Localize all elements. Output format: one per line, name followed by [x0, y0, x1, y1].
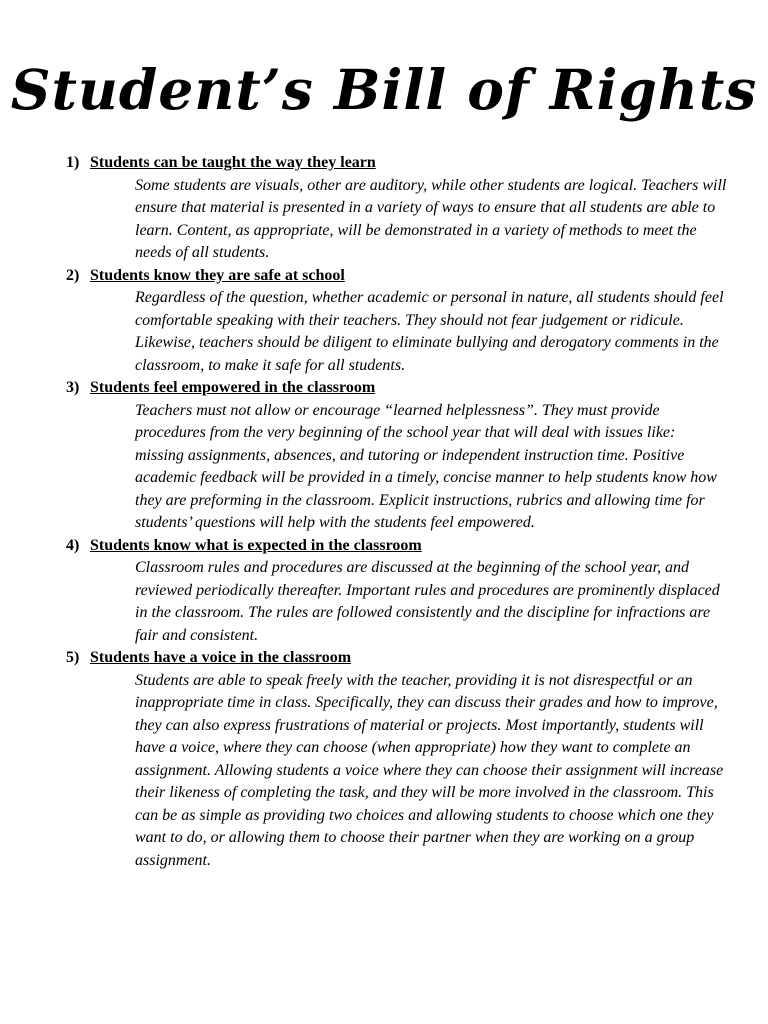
item-heading: Students know they are safe at school	[90, 266, 345, 284]
item-heading-row	[66, 647, 736, 670]
rights-list	[66, 152, 736, 872]
item-number: 5)	[66, 649, 80, 666]
item-number: 3)	[66, 379, 80, 396]
item-body: Students are able to speak freely with the teacher, providing it is not disrespectful or an inappropriate time in class. Specifically, they can discuss their grades and how to improve, they can also express frustrations of material or projects. Most importantly, students will have a voice, where they can choose (when appropriate) how they want to complete an assignment. Allowing students a voice where they can choose their assignment will increase their likeness of completing the task, and they will be more involved in the classroom. This can be as simple as providing two choices and allowing students to choose which one they want to do, or allowing them to choose their partner when they are working on a group assignment.	[135, 671, 724, 869]
list-item-3	[66, 377, 736, 535]
item-number: 1)	[66, 154, 80, 171]
item-body: Regardless of the question, whether academic or personal in nature, all students should feel comfortable speaking with their teachers. They should not fear judgement or ridicule. Likewise, teachers should be diligent to eliminate bullying and derogatory comments in the classroom, to make it safe for all students.	[135, 289, 724, 374]
item-heading: Students know what is expected in the classroom	[90, 536, 422, 554]
item-heading: Students have a voice in the classroom	[90, 649, 352, 666]
item-heading: Students feel empowered in the classroom	[90, 379, 376, 396]
item-heading-row	[66, 152, 736, 175]
item-number: 2)	[66, 266, 80, 284]
item-heading-row	[66, 265, 736, 288]
page-title: Student’s Bill of Rights	[10, 57, 758, 122]
item-body: Teachers must not allow or encourage “learned helplessness”. They must provide procedures from the very beginning of the school year that will deal with issues like: missing assignments, absences, and tutoring or independent instruction time. Positive academic feedback will be provided in a timely, concise manner to help students know how they are preforming in the classroom. Explicit instructions, rubrics and allowing time for students’ questions will help with the students feel empowered.	[135, 401, 717, 531]
item-body: Classroom rules and procedures are discussed at the beginning of the school year, and reviewed periodically thereafter. Important rules and procedures are prominently displaced in the classroom. The rules are followed consistently and the discipline for infractions are fair and consistent.	[135, 559, 720, 644]
item-body: Some students are visuals, other are auditory, while other students are logical. Teachers will ensure that material is presented in a variety of ways to ensure that all students are able to learn. Content, as appropriate, will be demonstrated in a variety of methods to meet the needs of all students.	[135, 176, 727, 261]
list-item-4	[66, 535, 736, 648]
list-item-2	[66, 265, 736, 378]
list-item-5	[66, 647, 736, 872]
item-heading-row	[66, 535, 736, 558]
item-number: 4)	[66, 536, 80, 554]
item-heading: Students can be taught the way they learn	[90, 154, 376, 171]
list-item-1	[66, 152, 736, 265]
item-heading-row	[66, 377, 736, 400]
